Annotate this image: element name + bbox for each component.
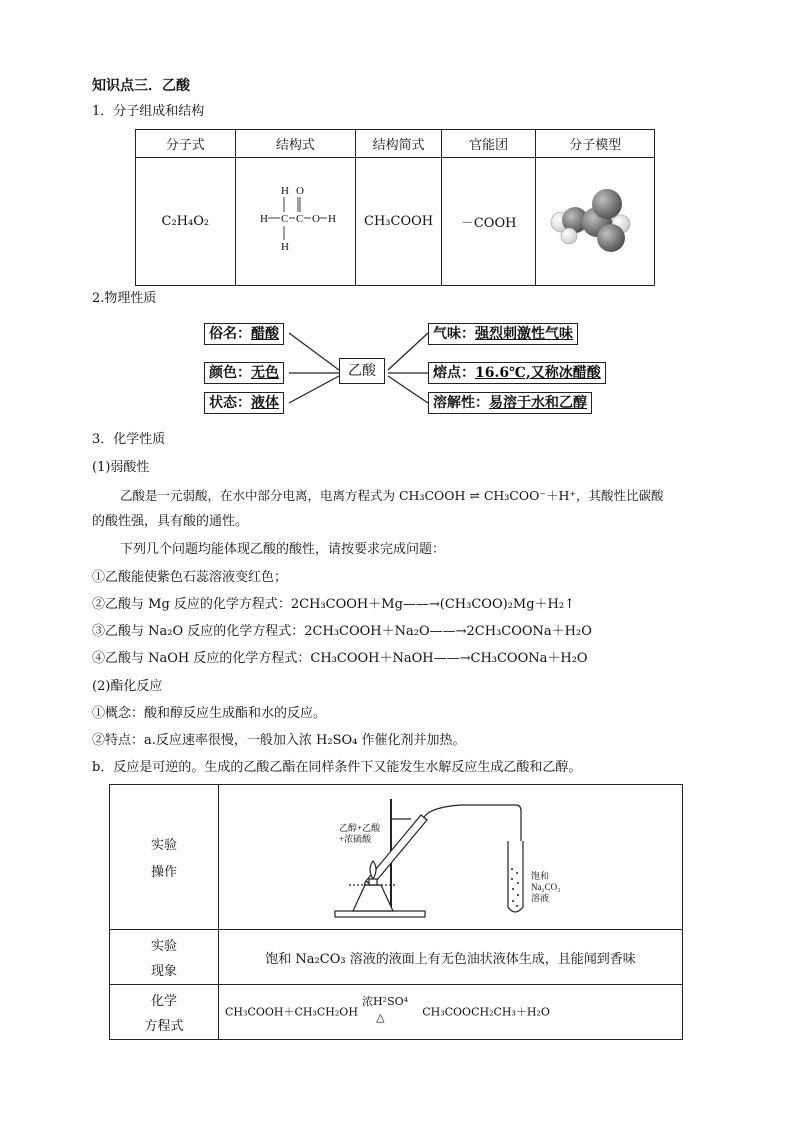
struct-h-bottom: H bbox=[281, 240, 290, 253]
prop-label-solubility: 溶解性： bbox=[433, 395, 489, 411]
cell-group: －COOH bbox=[441, 158, 536, 286]
esterification-feature-a: ②特点：a.反应速率很慢，一般加入浓 H₂SO₄ 作催化剂并加热。 bbox=[92, 733, 466, 748]
header-formula: 分子式 bbox=[136, 130, 236, 158]
struct-h-top: H bbox=[281, 184, 290, 197]
prop-box-state bbox=[204, 392, 284, 414]
prop-value-color: 无色 bbox=[251, 365, 279, 381]
paragraph-ionization-cont: 的酸性强，具有酸的通性。 bbox=[92, 514, 249, 529]
exp-row3-label bbox=[110, 985, 219, 1040]
tube-label-a: 饱和 bbox=[530, 871, 549, 881]
exp-row1-label-b: 操作 bbox=[150, 865, 177, 880]
subsection-weak-acidity: (1)弱酸性 bbox=[92, 460, 150, 475]
exp-row2-label bbox=[110, 930, 219, 985]
property-connector-lines bbox=[0, 310, 794, 420]
tube-label-b: Na₂CO₃ bbox=[530, 882, 560, 892]
prop-label-common-name: 俗名： bbox=[209, 326, 251, 342]
header-model: 分子模型 bbox=[536, 130, 655, 158]
list-item-litmus: ①乙酸能使紫色石蕊溶液变红色； bbox=[92, 570, 288, 585]
experiment-table bbox=[109, 784, 683, 1040]
section-heading: 知识点三．乙酸 bbox=[92, 78, 190, 94]
section3-title: 3．化学性质 bbox=[92, 432, 166, 447]
tube-label-c: 溶液 bbox=[530, 893, 549, 903]
list-item-mg: ②乙酸与 Mg 反应的化学方程式：2CH₃COOH＋Mg——→(CH₃COO)₂Mg＋H₂↑ bbox=[92, 597, 575, 612]
delivery-tube bbox=[424, 805, 521, 885]
prop-value-melting-point: 16.6℃,又称冰醋酸 bbox=[475, 365, 601, 381]
esterification-concept: ①概念：酸和醇反应生成酯和水的反应。 bbox=[92, 706, 327, 721]
struct-o-right: O bbox=[312, 212, 321, 225]
eq-condition bbox=[362, 997, 418, 1027]
molecule-model-image bbox=[545, 182, 645, 262]
paragraph-ionization: 乙酸是一元弱酸，在水中部分电离，电离方程式为 CH₃COOH ⇌ CH₃COO⁻＋H⁺，其酸性比碳酸 bbox=[120, 488, 664, 503]
exp-row3-label-a: 化学 bbox=[150, 994, 177, 1009]
section2-title: 2.物理性质 bbox=[92, 291, 157, 306]
prop-value-state: 液体 bbox=[251, 395, 279, 411]
prop-box-melting-point bbox=[428, 362, 606, 384]
prop-box-color bbox=[204, 362, 284, 384]
prop-label-odor: 气味： bbox=[433, 326, 475, 342]
cell-formula: C₂H₄O₂ bbox=[136, 158, 236, 286]
exp-row2-label-a: 实验 bbox=[150, 939, 177, 954]
cell-structural bbox=[235, 158, 356, 286]
exp-observation: 饱和 Na₂CO₃ 溶液的液面上有无色油状液体生成，且能闻到香味 bbox=[219, 930, 683, 985]
list-item-na2o: ③乙酸与 Na₂O 反应的化学方程式：2CH₃COOH＋Na₂O——→2CH₃COONa＋H₂O bbox=[92, 624, 592, 639]
flask-label-a: 乙醇+乙酸 bbox=[338, 823, 380, 833]
stand-base bbox=[335, 911, 425, 917]
prop-box-solubility bbox=[428, 392, 592, 414]
alcohol-lamp bbox=[353, 885, 393, 911]
exp-apparatus-cell bbox=[219, 785, 683, 930]
prop-label-melting-point: 熔点： bbox=[433, 365, 475, 381]
prop-label-color: 颜色： bbox=[209, 365, 251, 381]
apparatus-diagram bbox=[331, 789, 571, 925]
exp-row2-label-b: 现象 bbox=[150, 964, 177, 979]
eq-right: CH₃COOCH₂CH₃＋H₂O bbox=[422, 1005, 550, 1019]
header-structural: 结构式 bbox=[235, 130, 356, 158]
eq-heat: △ bbox=[376, 1011, 385, 1024]
prop-label-state: 状态： bbox=[209, 395, 251, 411]
prop-box-common-name bbox=[204, 323, 284, 345]
struct-o-top: O bbox=[296, 184, 305, 197]
paragraph-instruction: 下列几个问题均能体现乙酸的酸性，请按要求完成问题： bbox=[120, 542, 446, 557]
exp-row1-label-a: 实验 bbox=[150, 838, 177, 853]
prop-box-odor bbox=[428, 323, 578, 345]
flask-label-b: +浓硫酸 bbox=[338, 834, 371, 844]
header-group: 官能团 bbox=[441, 130, 536, 158]
prop-value-odor: 强烈刺激性气味 bbox=[475, 326, 573, 342]
prop-value-solubility: 易溶于水和乙醇 bbox=[489, 395, 587, 411]
structural-formula-diagram bbox=[240, 182, 350, 262]
structure-table bbox=[135, 129, 655, 286]
exp-equation-cell bbox=[219, 985, 683, 1040]
eq-left: CH₃COOH＋CH₃CH₂OH bbox=[225, 1005, 358, 1019]
cell-simple: CH₃COOH bbox=[356, 158, 442, 286]
struct-h-left: H bbox=[260, 212, 269, 225]
esterification-feature-b: b．反应是可逆的。生成的乙酸乙酯在同样条件下又能发生水解反应生成乙酸和乙醇。 bbox=[92, 760, 582, 775]
header-simple: 结构简式 bbox=[356, 130, 442, 158]
exp-row3-label-b: 方程式 bbox=[144, 1019, 184, 1034]
subsection-esterification: (2)酯化反应 bbox=[92, 679, 163, 694]
collection-tube bbox=[508, 841, 523, 912]
cell-model bbox=[536, 158, 655, 286]
eq-catalyst: 浓H²SO⁴ bbox=[362, 995, 409, 1008]
struct-h-right: H bbox=[328, 212, 337, 225]
exp-row1-label bbox=[110, 785, 219, 930]
prop-value-common-name: 醋酸 bbox=[251, 326, 279, 342]
center-box-acetic-acid: 乙酸 bbox=[339, 358, 385, 384]
struct-c1: C bbox=[281, 212, 289, 225]
list-item-naoh: ④乙酸与 NaOH 反应的化学方程式：CH₃COOH＋NaOH——→CH₃COONa＋H₂O bbox=[92, 651, 588, 666]
section1-title: 1．分子组成和结构 bbox=[92, 104, 205, 119]
struct-c2: C bbox=[296, 212, 304, 225]
